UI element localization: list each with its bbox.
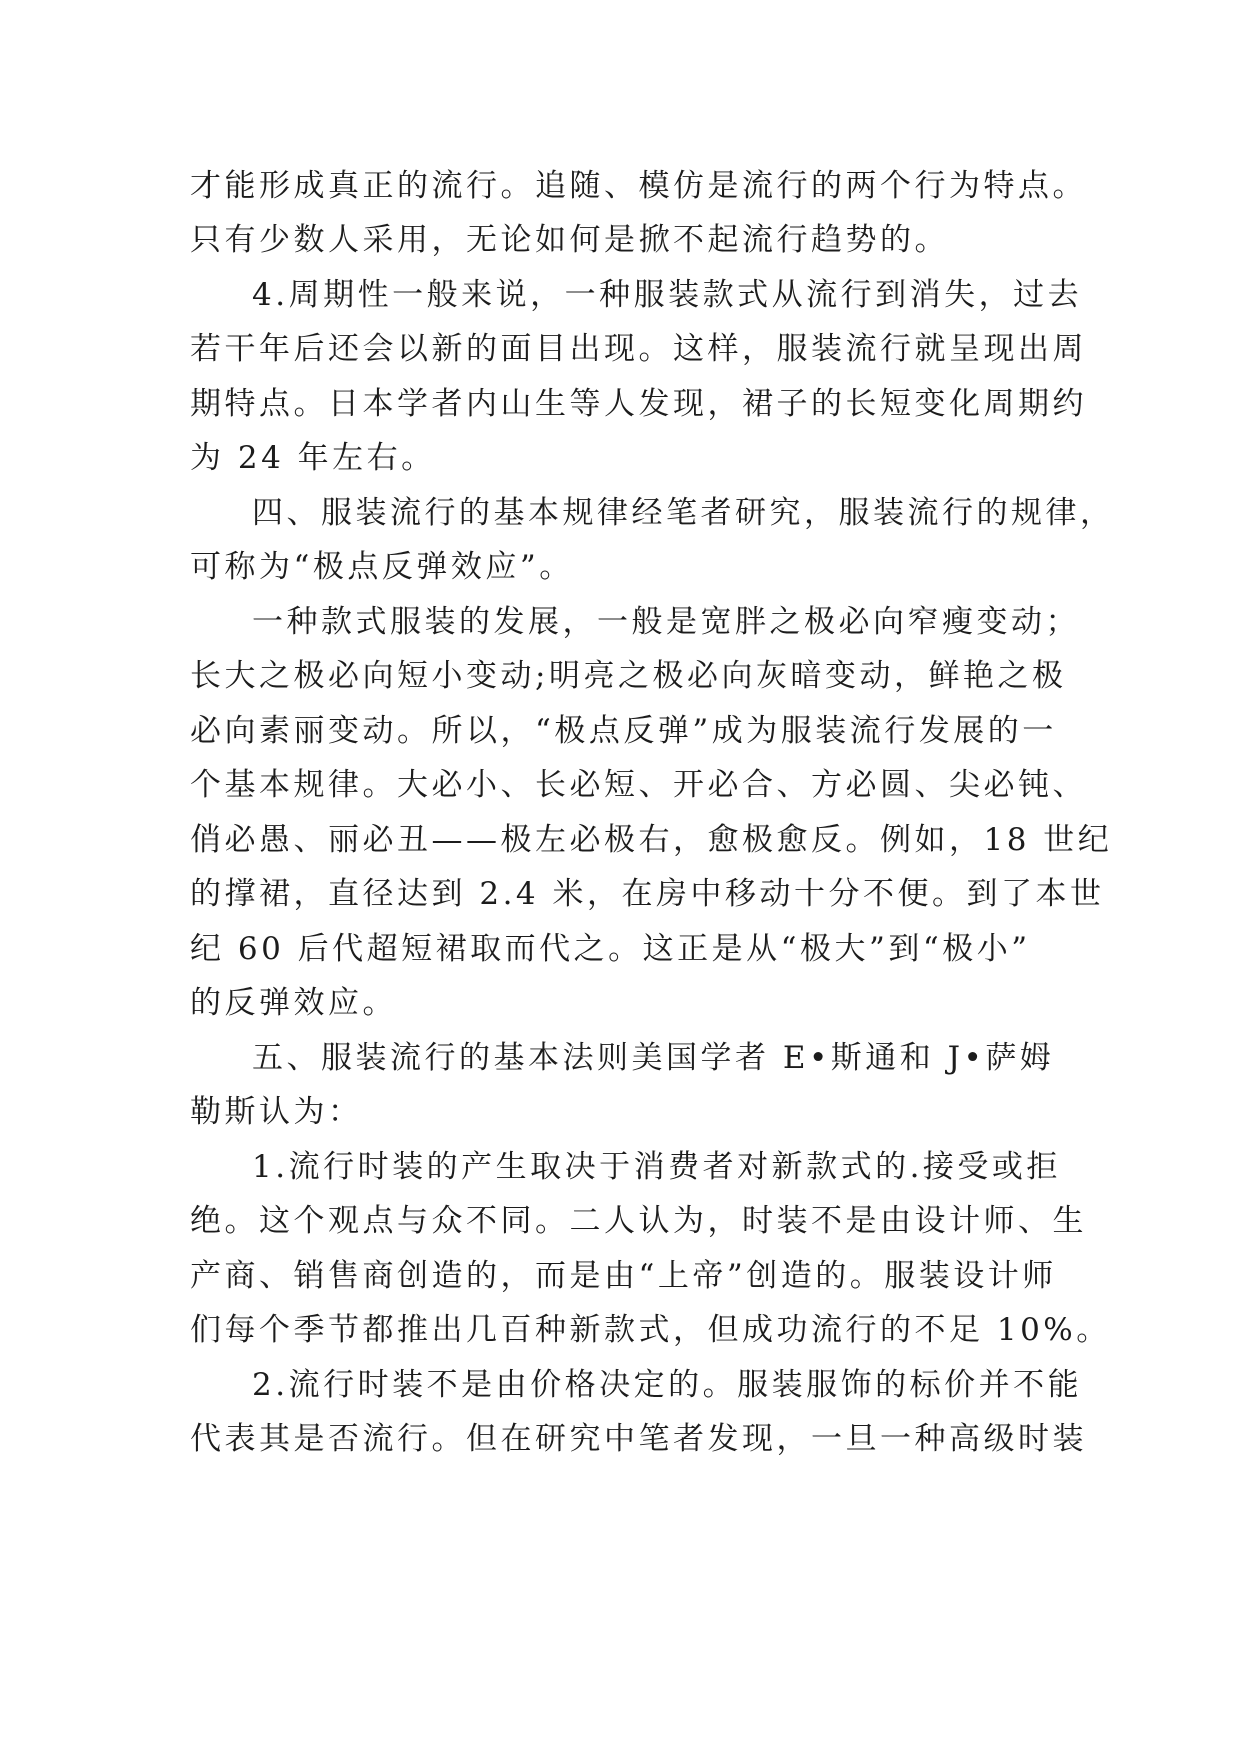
- text-line: 为 24 年左右。: [190, 440, 436, 476]
- text-line: 产商、销售商创造的，而是由“上帝”创造的。服装设计师: [190, 1258, 1057, 1294]
- text-line: 一种款式服装的发展，一般是宽胖之极必向窄瘦变动；: [252, 604, 1080, 640]
- text-line: 四、服装流行的基本规律经笔者研究，服装流行的规律，: [252, 495, 1115, 531]
- text-line: 可称为“极点反弹效应”。: [190, 549, 574, 585]
- text-line: 才能形成真正的流行。追随、模仿是流行的两个行为特点。: [190, 168, 1087, 204]
- text-line: 2.流行时装不是由价格决定的。服装服饰的标价并不能: [252, 1367, 1083, 1403]
- text-line: 纪 60 后代超短裙取而代之。这正是从“极大”到“极小”: [190, 931, 1031, 967]
- text-line: 们每个季节都推出几百种新款式，但成功流行的不足 10%。: [190, 1312, 1111, 1348]
- text-line: 1.流行时装的产生取决于消费者对新款式的.接受或拒: [252, 1149, 1061, 1185]
- text-line: 代表其是否流行。但在研究中笔者发现，一旦一种高级时装: [190, 1421, 1087, 1457]
- text-line: 必向素丽变动。所以，“极点反弹”成为服装流行发展的一: [190, 713, 1057, 749]
- text-line: 绝。这个观点与众不同。二人认为，时装不是由设计师、生: [190, 1203, 1087, 1239]
- text-line: 五、服装流行的基本法则美国学者 E•斯通和 J•萨姆: [252, 1040, 1055, 1076]
- text-line: 的反弹效应。: [190, 985, 397, 1021]
- text-line: 期特点。日本学者内山生等人发现，裙子的长短变化周期约: [190, 386, 1087, 422]
- text-line: 俏必愚、丽必丑——极左必极右，愈极愈反。例如，18 世纪: [190, 822, 1113, 858]
- text-line: 只有少数人采用，无论如何是掀不起流行趋势的。: [190, 222, 949, 258]
- text-line: 勒斯认为：: [190, 1094, 363, 1130]
- text-line: 长大之极必向短小变动;明亮之极必向灰暗变动，鲜艳之极: [190, 658, 1067, 694]
- text-line: 个基本规律。大必小、长必短、开必合、方必圆、尖必钝、: [190, 767, 1087, 803]
- text-line: 若干年后还会以新的面目出现。这样，服装流行就呈现出周: [190, 331, 1087, 367]
- text-line: 的撑裙，直径达到 2.4 米，在房中移动十分不便。到了本世: [190, 876, 1105, 912]
- text-line: 4.周期性一般来说，一种服装款式从流行到消失，过去: [252, 277, 1083, 313]
